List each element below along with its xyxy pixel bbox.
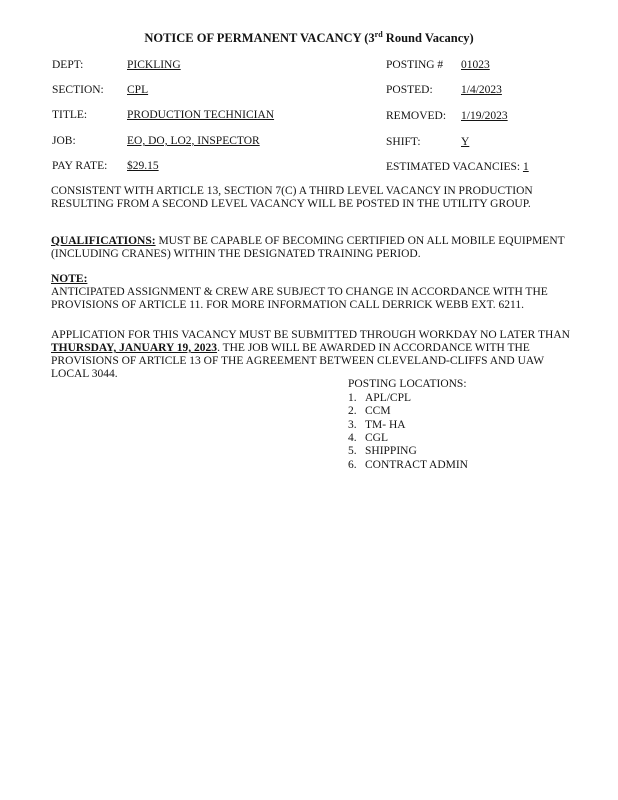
payrate-value: $29.15: [127, 160, 159, 172]
shift-label: SHIFT:: [386, 136, 421, 148]
posted-value: 1/4/2023: [461, 84, 502, 96]
posting-locations-heading: POSTING LOCATIONS:: [348, 378, 467, 390]
posting-location-name: TM- HA: [365, 418, 406, 431]
article-paragraph: CONSISTENT WITH ARTICLE 13, SECTION 7(C) A THIRD LEVEL VACANCY IN PRODUCTION RESULTING FROM A SECOND LEVEL VACANCY WILL BE POSTED IN THE UTILITY GROUP.: [51, 185, 533, 210]
notice-title-main: NOTICE OF PERMANENT VACANCY (3: [144, 31, 375, 46]
vacancies-value: 1: [522, 161, 529, 173]
shift-value: Y: [461, 136, 470, 148]
application-text-2: . THE JOB WILL BE AWARDED IN ACCORDANCE WITH THE PROVISIONS OF ARTICLE 13 OF THE AGREEMENT BETWEEN CLEVELAND-CLIFFS AND UAW LOCAL 3044.: [51, 342, 544, 380]
section-label: SECTION:: [52, 84, 104, 96]
vacancies-label: ESTIMATED VACANCIES:: [386, 161, 521, 173]
application-text-1: APPLICATION FOR THIS VACANCY MUST BE SUBMITTED THROUGH WORKDAY NO LATER THAN: [51, 329, 570, 341]
dept-label: DEPT:: [52, 59, 84, 71]
posting-location-item: [348, 432, 388, 444]
application-paragraph: [51, 329, 571, 381]
posting-location-item: [348, 392, 411, 404]
removed-value: 1/19/2023: [461, 110, 508, 122]
posting-location-name: CCM: [365, 405, 391, 418]
qualifications-text: MUST BE CAPABLE OF BECOMING CERTIFIED ON ALL MOBILE EQUIPMENT (INCLUDING CRANES) WITHIN THE DESIGNATED TRAINING PERIOD.: [51, 235, 565, 260]
posting-location-number: 1.: [348, 392, 357, 404]
posting-location-name: CGL: [365, 431, 388, 444]
payrate-label: PAY RATE:: [52, 160, 108, 172]
posting-location-item: [348, 459, 468, 471]
title-label: TITLE:: [52, 109, 88, 121]
notice-title-sup: rd: [374, 30, 383, 39]
job-value: EO, DO, LO2, INSPECTOR: [127, 135, 260, 147]
vacancies-row: [386, 161, 529, 173]
note-text: ANTICIPATED ASSIGNMENT & CREW ARE SUBJECT TO CHANGE IN ACCORDANCE WITH THE PROVISIONS OF ARTICLE 11. FOR MORE INFORMATION CALL DERRICK WEBB EXT. 6211.: [51, 286, 548, 311]
posting-location-name: APL/CPL: [365, 392, 412, 404]
posting-location-name: SHIPPING: [365, 445, 417, 458]
posting-location-number: 6.: [348, 458, 357, 471]
posting-location-number: 2.: [348, 405, 357, 418]
section-value: CPL: [127, 84, 149, 96]
notice-title-tail: Round Vacancy): [382, 31, 474, 46]
removed-label: REMOVED:: [386, 110, 447, 122]
posting-location-item: [348, 419, 406, 431]
application-deadline: THURSDAY, JANUARY 19, 2023: [51, 342, 218, 354]
posted-label: POSTED:: [386, 84, 433, 96]
qualifications-label: QUALIFICATIONS:: [51, 235, 156, 247]
posting-location-item: [348, 445, 417, 457]
posting-location-number: 5.: [348, 445, 357, 458]
job-label: JOB:: [52, 135, 76, 147]
posting-location-item: [348, 405, 391, 417]
posting-number-label: POSTING #: [386, 59, 444, 71]
posting-location-number: 4.: [348, 431, 357, 444]
posting-location-name: CONTRACT ADMIN: [365, 458, 468, 471]
dept-value: PICKLING: [127, 59, 181, 71]
note-block: [51, 273, 571, 312]
note-label: NOTE:: [51, 273, 88, 285]
posting-location-number: 3.: [348, 418, 357, 431]
notice-title: [0, 30, 618, 46]
title-value: PRODUCTION TECHNICIAN: [127, 109, 275, 121]
qualifications-paragraph: [51, 235, 571, 261]
posting-number-value: 01023: [461, 59, 490, 71]
